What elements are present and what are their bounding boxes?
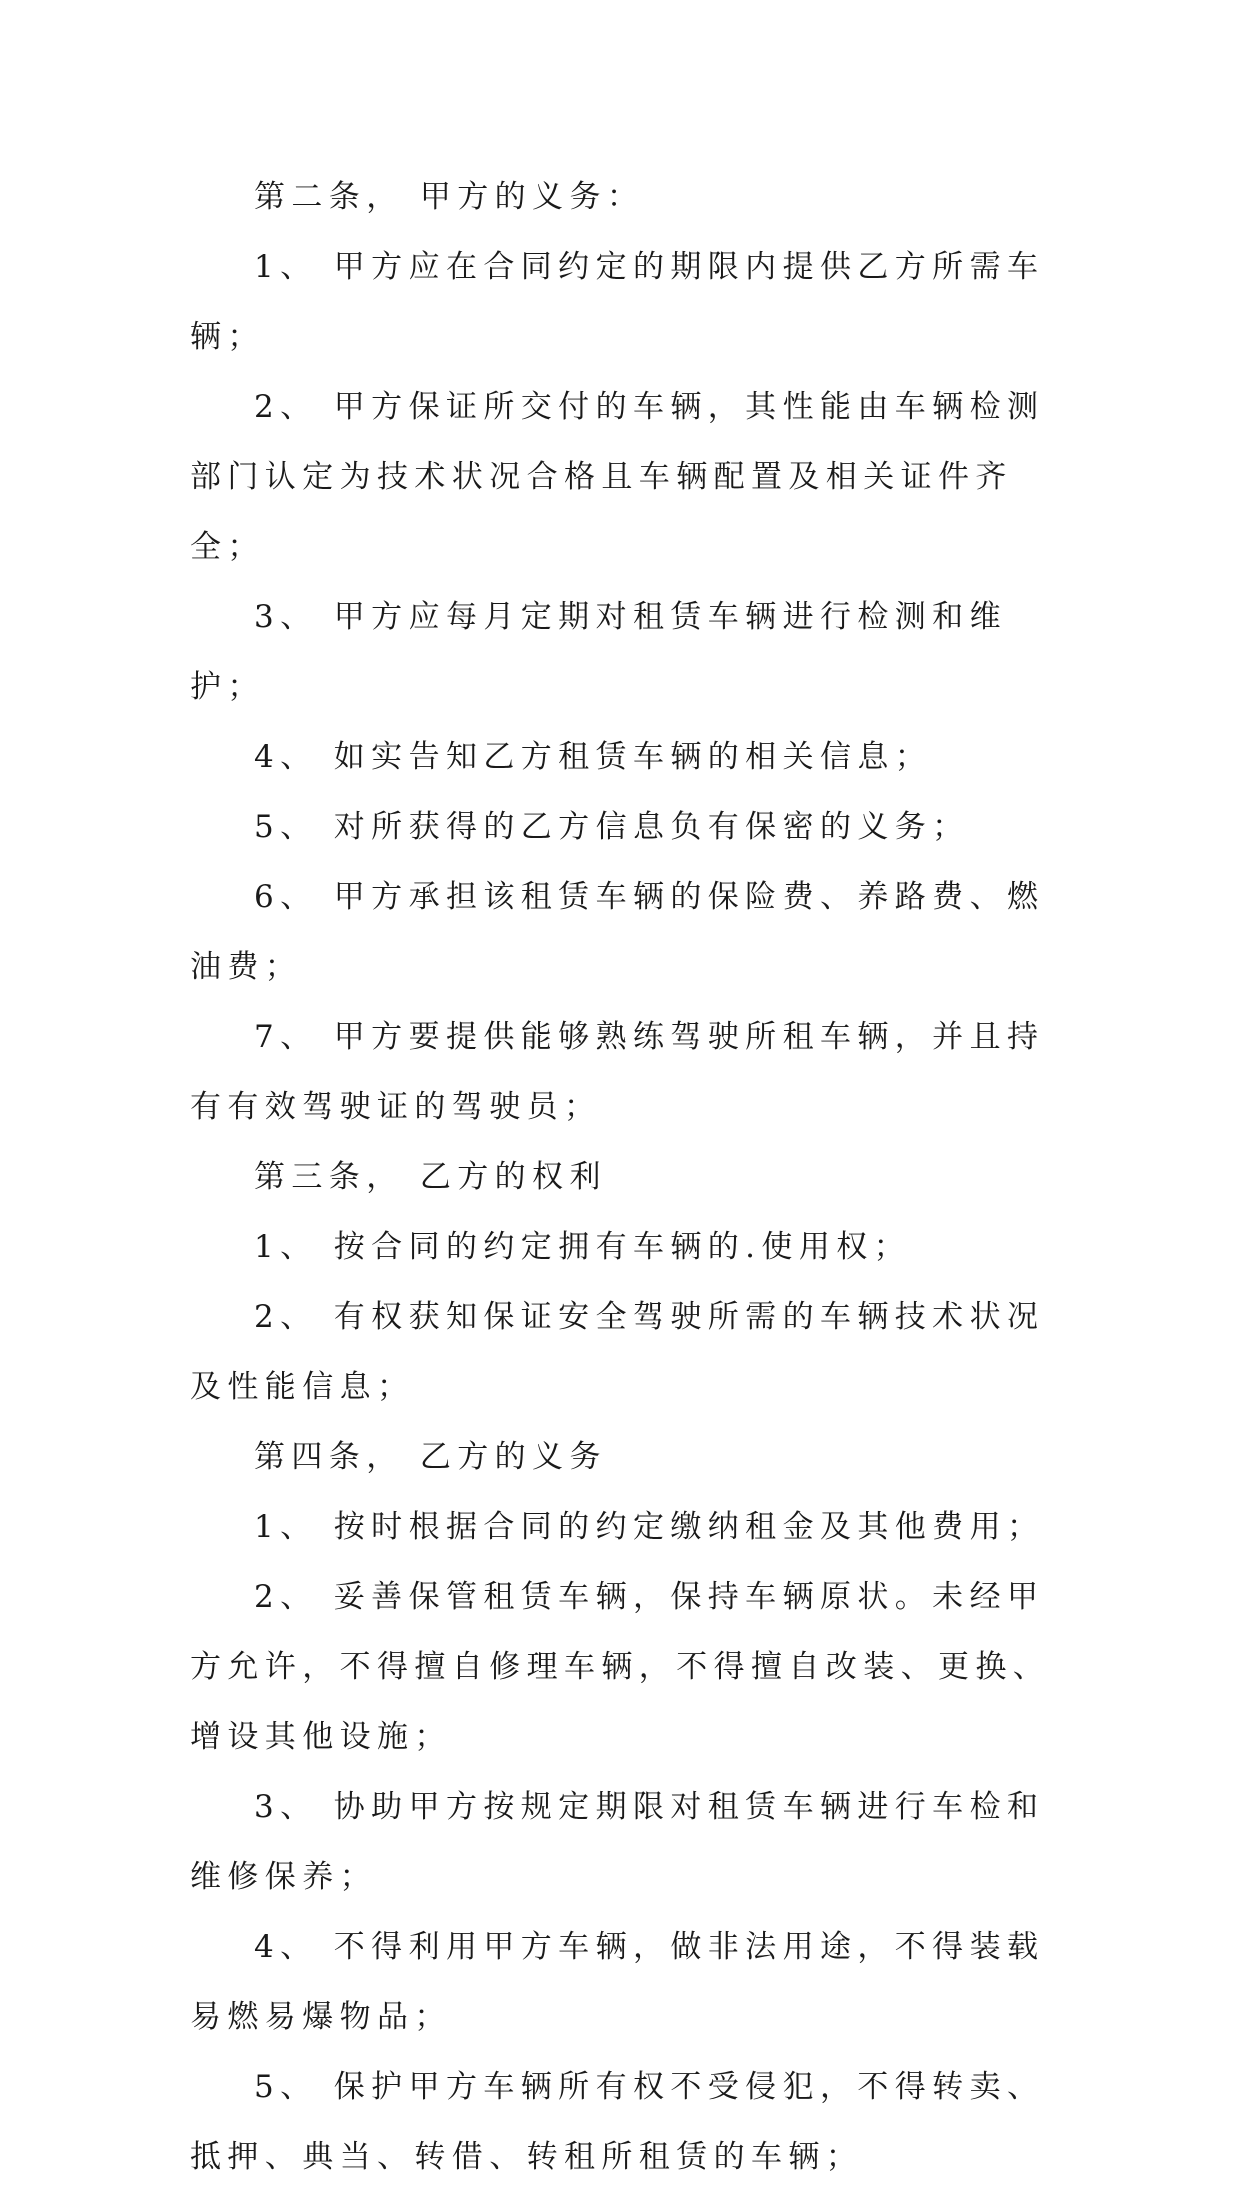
clause-item: 2、 妥善保管租赁车辆，保持车辆原状。未经甲方允许，不得擅自修理车辆，不得擅自改装、更换、增设其他设施； bbox=[190, 1579, 1051, 1755]
section-heading-4: 第四条， 乙方的义务 bbox=[254, 1439, 607, 1475]
clause-item: 5、 保护甲方车辆所有权不受侵犯，不得转卖、抵押、典当、转借、转租所租赁的车辆； bbox=[190, 2069, 1045, 2175]
clause-item: 2、 有权获知保证安全驾驶所需的车辆技术状况及性能信息； bbox=[190, 1299, 1045, 1405]
document-body bbox=[190, 162, 1060, 2192]
clause-item: 7、 甲方要提供能够熟练驾驶所租车辆，并且持有有效驾驶证的驾驶员； bbox=[190, 1019, 1045, 1125]
clause-item: 1、 按时根据合同的约定缴纳租金及其他费用； bbox=[254, 1509, 1045, 1545]
clause-item: 4、 不得利用甲方车辆，做非法用途，不得装载易燃易爆物品； bbox=[190, 1929, 1045, 2035]
clause-item: 1、 甲方应在合同约定的期限内提供乙方所需车辆； bbox=[190, 249, 1045, 355]
clause-item: 2、 甲方保证所交付的车辆，其性能由车辆检测部门认定为技术状况合格且车辆配置及相关证件齐全； bbox=[190, 389, 1045, 565]
section-heading-3: 第三条， 乙方的权利 bbox=[254, 1159, 607, 1195]
clause-item: 4、 如实告知乙方租赁车辆的相关信息； bbox=[254, 739, 933, 775]
clause-item: 6、 甲方承担该租赁车辆的保险费、养路费、燃油费； bbox=[190, 879, 1045, 985]
clause-item: 1、 按合同的约定拥有车辆的.使用权； bbox=[254, 1229, 912, 1265]
clause-item: 3、 甲方应每月定期对租赁车辆进行检测和维护； bbox=[190, 599, 1007, 705]
section-heading-2: 第二条， 甲方的义务： bbox=[254, 179, 645, 215]
clause-item: 3、 协助甲方按规定期限对租赁车辆进行车检和维修保养； bbox=[190, 1789, 1045, 1895]
clause-item: 5、 对所获得的乙方信息负有保密的义务； bbox=[254, 809, 970, 845]
